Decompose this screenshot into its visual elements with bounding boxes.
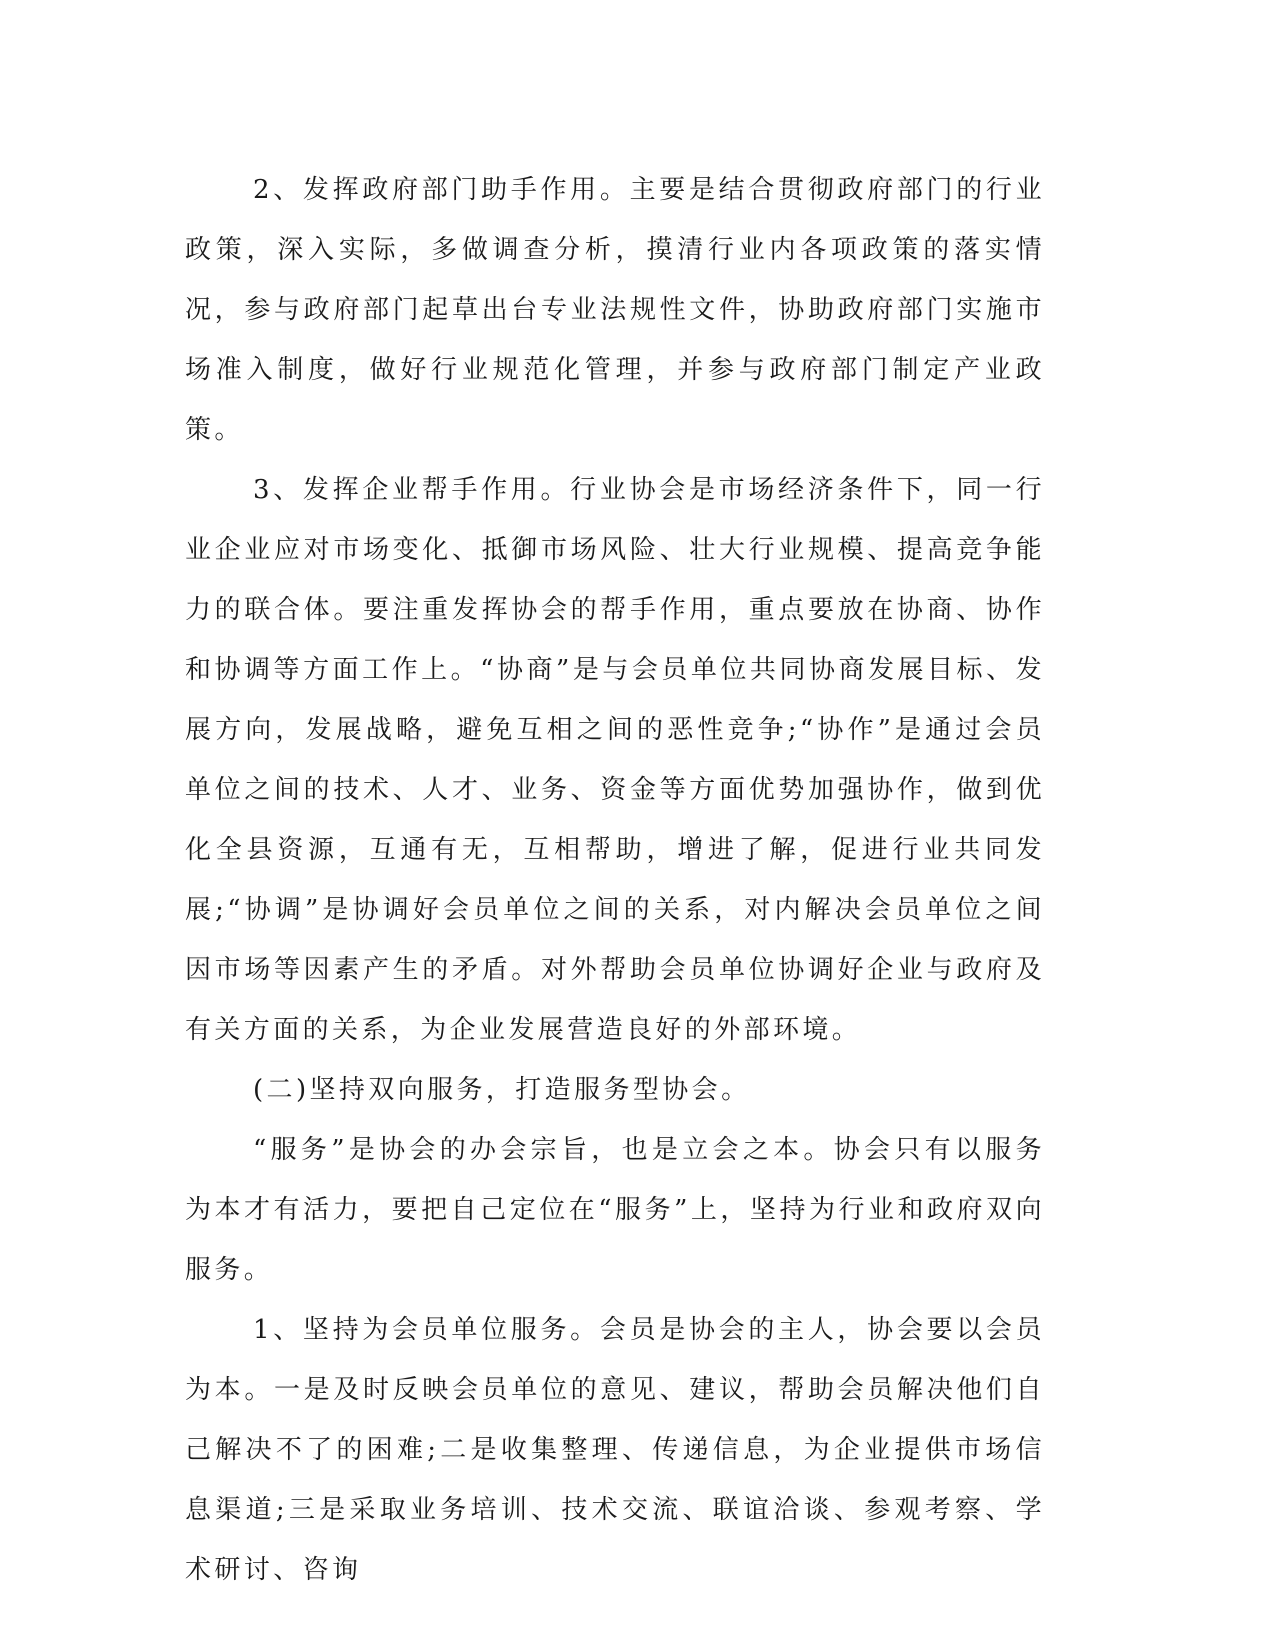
document-body bbox=[185, 160, 1045, 1600]
paragraph-enterprise-helper: 3、发挥企业帮手作用。行业协会是市场经济条件下，同一行业企业应对市场变化、抵御市场风险、壮大行业规模、提高竞争能力的联合体。要注重发挥协会的帮手作用，重点要放在协商、协作和协调等方面工作上。“协商”是与会员单位共同协商发展目标、发展方向，发展战略，避免互相之间的恶性竞争;“协作”是通过会员单位之间的技术、人才、业务、资金等方面优势加强协作，做到优化全县资源，互通有无，互相帮助，增进了解，促进行业共同发展;“协调”是协调好会员单位之间的关系，对内解决会员单位之间因市场等因素产生的矛盾。对外帮助会员单位协调好企业与政府及有关方面的关系，为企业发展营造良好的外部环境。 bbox=[185, 475, 1045, 1045]
paragraph-government-assistant: 2、发挥政府部门助手作用。主要是结合贯彻政府部门的行业政策，深入实际，多做调查分析，摸清行业内各项政策的落实情况，参与政府部门起草出台专业法规性文件，协助政府部门实施市场准入制度，做好行业规范化管理，并参与政府部门制定产业政策。 bbox=[185, 175, 1045, 445]
paragraph-member-service: 1、坚持为会员单位服务。会员是协会的主人，协会要以会员为本。一是及时反映会员单位的意见、建议，帮助会员解决他们自己解决不了的困难;二是收集整理、传递信息，为企业提供市场信息渠道;三是采取业务培训、技术交流、联谊洽谈、参观考察、学术研讨、咨询 bbox=[185, 1315, 1045, 1585]
section-heading-two-way-service: (二)坚持双向服务，打造服务型协会。 bbox=[253, 1075, 751, 1105]
paragraph-service-purpose: “服务”是协会的办会宗旨，也是立会之本。协会只有以服务为本才有活力，要把自己定位在“服务”上，坚持为行业和政府双向服务。 bbox=[185, 1135, 1045, 1285]
